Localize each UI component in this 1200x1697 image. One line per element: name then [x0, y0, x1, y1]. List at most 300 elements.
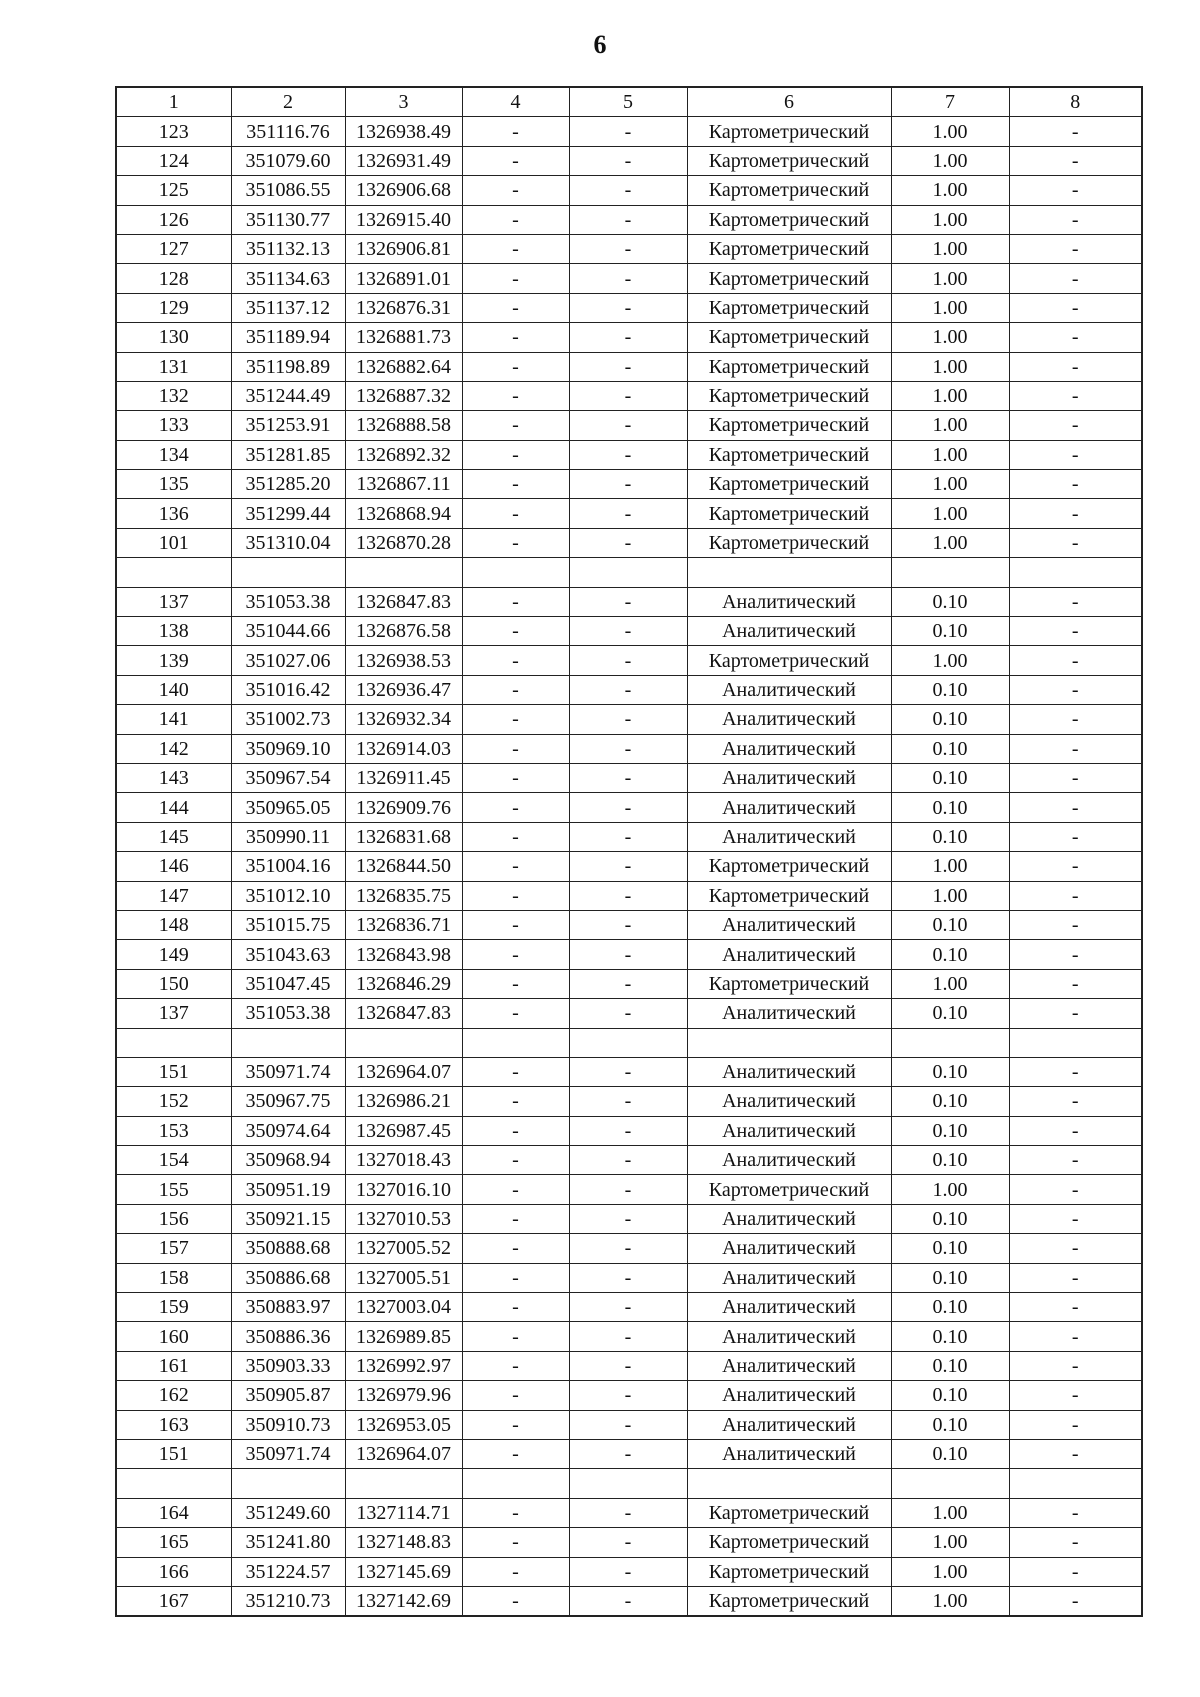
col-4-cell	[462, 1469, 569, 1498]
table-row	[116, 1057, 1142, 1086]
method-cell: Картометрический	[687, 381, 891, 410]
y-coordinate-cell	[345, 1469, 462, 1498]
col-4-cell: -	[462, 646, 569, 675]
x-coordinate-cell: 351224.57	[231, 1557, 345, 1586]
point-number-cell: 126	[116, 205, 231, 234]
col-8-cell: -	[1009, 675, 1142, 704]
point-number-cell: 139	[116, 646, 231, 675]
col-5-cell: -	[569, 1557, 687, 1586]
col-8-cell: -	[1009, 1322, 1142, 1351]
method-cell: Картометрический	[687, 117, 891, 146]
point-number-cell: 125	[116, 176, 231, 205]
table-row	[116, 1175, 1142, 1204]
col-8-cell	[1009, 1469, 1142, 1498]
accuracy-cell: 1.00	[891, 411, 1009, 440]
col-5-cell: -	[569, 205, 687, 234]
accuracy-cell: 0.10	[891, 1381, 1009, 1410]
x-coordinate-cell: 351281.85	[231, 440, 345, 469]
method-cell: Аналитический	[687, 1234, 891, 1263]
x-coordinate-cell: 351053.38	[231, 587, 345, 616]
table-row	[116, 646, 1142, 675]
table-row	[116, 146, 1142, 175]
col-5-cell: -	[569, 1439, 687, 1468]
y-coordinate-cell: 1326876.31	[345, 293, 462, 322]
method-cell: Картометрический	[687, 852, 891, 881]
x-coordinate-cell	[231, 1028, 345, 1057]
table-row	[116, 381, 1142, 410]
table-row	[116, 881, 1142, 910]
col-5-cell: -	[569, 264, 687, 293]
method-cell: Картометрический	[687, 1557, 891, 1586]
x-coordinate-cell: 351004.16	[231, 852, 345, 881]
method-cell	[687, 1028, 891, 1057]
point-number-cell: 151	[116, 1057, 231, 1086]
y-coordinate-cell: 1326909.76	[345, 793, 462, 822]
col-8-cell: -	[1009, 1087, 1142, 1116]
accuracy-cell: 0.10	[891, 1087, 1009, 1116]
point-number-cell: 167	[116, 1586, 231, 1616]
method-cell: Картометрический	[687, 1175, 891, 1204]
y-coordinate-cell: 1326836.71	[345, 910, 462, 939]
accuracy-cell: 0.10	[891, 617, 1009, 646]
col-4-cell: -	[462, 1439, 569, 1468]
accuracy-cell: 1.00	[891, 1557, 1009, 1586]
x-coordinate-cell: 351012.10	[231, 881, 345, 910]
col-4-cell: -	[462, 1175, 569, 1204]
col-4-cell: -	[462, 969, 569, 998]
col-4-cell: -	[462, 675, 569, 704]
method-cell: Аналитический	[687, 734, 891, 763]
method-cell: Аналитический	[687, 1146, 891, 1175]
point-number-cell: 148	[116, 910, 231, 939]
x-coordinate-cell: 351079.60	[231, 146, 345, 175]
col-8-cell: -	[1009, 176, 1142, 205]
col-8-cell: -	[1009, 234, 1142, 263]
method-cell: Картометрический	[687, 352, 891, 381]
method-cell: Аналитический	[687, 705, 891, 734]
col-4-cell: -	[462, 1381, 569, 1410]
col-4-cell: -	[462, 381, 569, 410]
col-5-cell: -	[569, 617, 687, 646]
col-4-cell: -	[462, 323, 569, 352]
col-8-cell: -	[1009, 528, 1142, 557]
point-number-cell: 161	[116, 1351, 231, 1380]
accuracy-cell: 1.00	[891, 352, 1009, 381]
col-8-cell: -	[1009, 1381, 1142, 1410]
x-coordinate-cell: 351285.20	[231, 470, 345, 499]
method-cell: Аналитический	[687, 1439, 891, 1468]
accuracy-cell: 1.00	[891, 1175, 1009, 1204]
page-number: 6	[593, 30, 607, 59]
col-8-cell: -	[1009, 1116, 1142, 1145]
col-8-cell: -	[1009, 146, 1142, 175]
accuracy-cell: 1.00	[891, 646, 1009, 675]
accuracy-cell	[891, 558, 1009, 587]
col-8-cell: -	[1009, 1263, 1142, 1292]
table-row	[116, 411, 1142, 440]
col-4-cell: -	[462, 146, 569, 175]
y-coordinate-cell	[345, 558, 462, 587]
accuracy-cell: 1.00	[891, 1586, 1009, 1616]
table-row	[116, 205, 1142, 234]
y-coordinate-cell: 1326847.83	[345, 999, 462, 1028]
col-8-cell: -	[1009, 293, 1142, 322]
col-4-cell: -	[462, 763, 569, 792]
method-cell: Аналитический	[687, 822, 891, 851]
y-coordinate-cell: 1326964.07	[345, 1057, 462, 1086]
y-coordinate-cell: 1326989.85	[345, 1322, 462, 1351]
x-coordinate-cell: 350910.73	[231, 1410, 345, 1439]
x-coordinate-cell: 351116.76	[231, 117, 345, 146]
col-8-cell: -	[1009, 705, 1142, 734]
table-row	[116, 763, 1142, 792]
col-5-cell: -	[569, 323, 687, 352]
col-5-cell: -	[569, 1204, 687, 1233]
col-5-cell: -	[569, 793, 687, 822]
col-5-cell: -	[569, 234, 687, 263]
y-coordinate-cell: 1327003.04	[345, 1293, 462, 1322]
x-coordinate-cell: 351299.44	[231, 499, 345, 528]
method-cell: Картометрический	[687, 881, 891, 910]
col-5-cell: -	[569, 852, 687, 881]
table-row	[116, 617, 1142, 646]
point-number-cell: 157	[116, 1234, 231, 1263]
point-number-cell: 155	[116, 1175, 231, 1204]
point-number-cell: 165	[116, 1528, 231, 1557]
x-coordinate-cell: 351027.06	[231, 646, 345, 675]
x-coordinate-cell: 351244.49	[231, 381, 345, 410]
point-number-cell: 127	[116, 234, 231, 263]
accuracy-cell: 0.10	[891, 1263, 1009, 1292]
col-5-cell: -	[569, 1057, 687, 1086]
y-coordinate-cell: 1327114.71	[345, 1498, 462, 1527]
y-coordinate-cell: 1326986.21	[345, 1087, 462, 1116]
method-cell: Аналитический	[687, 1410, 891, 1439]
accuracy-cell	[891, 1469, 1009, 1498]
col-4-cell: -	[462, 528, 569, 557]
col-4-cell: -	[462, 940, 569, 969]
accuracy-cell: 1.00	[891, 293, 1009, 322]
table-row	[116, 1586, 1142, 1616]
x-coordinate-cell: 351015.75	[231, 910, 345, 939]
col-5-cell: -	[569, 587, 687, 616]
accuracy-cell: 0.10	[891, 793, 1009, 822]
col-8-cell: -	[1009, 411, 1142, 440]
y-coordinate-cell: 1327005.51	[345, 1263, 462, 1292]
table-row	[116, 117, 1142, 146]
y-coordinate-cell: 1327010.53	[345, 1204, 462, 1233]
point-number-cell: 134	[116, 440, 231, 469]
table-row	[116, 323, 1142, 352]
point-number-cell	[116, 1469, 231, 1498]
col-4-cell: -	[462, 234, 569, 263]
col-8-cell: -	[1009, 117, 1142, 146]
accuracy-cell: 0.10	[891, 1439, 1009, 1468]
point-number-cell: 138	[116, 617, 231, 646]
col-5-cell: -	[569, 1146, 687, 1175]
table-row	[116, 528, 1142, 557]
x-coordinate-cell: 350969.10	[231, 734, 345, 763]
col-5-cell: -	[569, 1234, 687, 1263]
accuracy-cell: 0.10	[891, 763, 1009, 792]
table-row	[116, 1087, 1142, 1116]
separator-row	[116, 558, 1142, 587]
y-coordinate-cell: 1326979.96	[345, 1381, 462, 1410]
column-header: 3	[345, 87, 462, 117]
y-coordinate-cell: 1326843.98	[345, 940, 462, 969]
separator-row	[116, 1469, 1142, 1498]
col-8-cell: -	[1009, 1439, 1142, 1468]
y-coordinate-cell: 1326847.83	[345, 587, 462, 616]
col-4-cell: -	[462, 1528, 569, 1557]
method-cell: Картометрический	[687, 470, 891, 499]
y-coordinate-cell: 1327145.69	[345, 1557, 462, 1586]
col-4-cell: -	[462, 1263, 569, 1292]
x-coordinate-cell: 350971.74	[231, 1439, 345, 1468]
x-coordinate-cell: 351053.38	[231, 999, 345, 1028]
y-coordinate-cell: 1326911.45	[345, 763, 462, 792]
y-coordinate-cell: 1327148.83	[345, 1528, 462, 1557]
point-number-cell: 137	[116, 999, 231, 1028]
col-4-cell: -	[462, 1116, 569, 1145]
col-8-cell: -	[1009, 1234, 1142, 1263]
col-8-cell	[1009, 558, 1142, 587]
col-4-cell: -	[462, 1234, 569, 1263]
table-row	[116, 176, 1142, 205]
col-4-cell: -	[462, 1586, 569, 1616]
accuracy-cell: 1.00	[891, 470, 1009, 499]
x-coordinate-cell: 351134.63	[231, 264, 345, 293]
accuracy-cell: 0.10	[891, 675, 1009, 704]
method-cell: Аналитический	[687, 1057, 891, 1086]
x-coordinate-cell: 350886.36	[231, 1322, 345, 1351]
accuracy-cell: 0.10	[891, 734, 1009, 763]
col-8-cell	[1009, 1028, 1142, 1057]
col-8-cell: -	[1009, 352, 1142, 381]
method-cell: Картометрический	[687, 440, 891, 469]
y-coordinate-cell: 1326891.01	[345, 264, 462, 293]
col-8-cell: -	[1009, 1175, 1142, 1204]
x-coordinate-cell: 351241.80	[231, 1528, 345, 1557]
col-8-cell: -	[1009, 1528, 1142, 1557]
col-5-cell: -	[569, 1498, 687, 1527]
x-coordinate-cell: 351043.63	[231, 940, 345, 969]
method-cell: Картометрический	[687, 1586, 891, 1616]
col-8-cell: -	[1009, 1293, 1142, 1322]
col-4-cell: -	[462, 734, 569, 763]
point-number-cell: 158	[116, 1263, 231, 1292]
table-body	[116, 117, 1142, 1616]
accuracy-cell: 0.10	[891, 910, 1009, 939]
point-number-cell: 147	[116, 881, 231, 910]
col-4-cell: -	[462, 1146, 569, 1175]
col-5-cell: -	[569, 969, 687, 998]
accuracy-cell: 1.00	[891, 528, 1009, 557]
col-5-cell: -	[569, 117, 687, 146]
col-8-cell: -	[1009, 822, 1142, 851]
method-cell: Картометрический	[687, 234, 891, 263]
y-coordinate-cell: 1326992.97	[345, 1351, 462, 1380]
col-8-cell: -	[1009, 881, 1142, 910]
table-row	[116, 999, 1142, 1028]
method-cell: Аналитический	[687, 793, 891, 822]
x-coordinate-cell: 351198.89	[231, 352, 345, 381]
point-number-cell: 132	[116, 381, 231, 410]
point-number-cell: 131	[116, 352, 231, 381]
method-cell: Аналитический	[687, 1322, 891, 1351]
y-coordinate-cell: 1326867.11	[345, 470, 462, 499]
col-5-cell: -	[569, 1087, 687, 1116]
y-coordinate-cell: 1326868.94	[345, 499, 462, 528]
point-number-cell: 164	[116, 1498, 231, 1527]
point-number-cell: 152	[116, 1087, 231, 1116]
point-number-cell: 159	[116, 1293, 231, 1322]
col-5-cell: -	[569, 352, 687, 381]
x-coordinate-cell: 350951.19	[231, 1175, 345, 1204]
col-8-cell: -	[1009, 852, 1142, 881]
coordinates-table	[115, 86, 1143, 1617]
accuracy-cell: 0.10	[891, 1146, 1009, 1175]
col-8-cell: -	[1009, 1204, 1142, 1233]
col-5-cell	[569, 1469, 687, 1498]
method-cell: Аналитический	[687, 617, 891, 646]
accuracy-cell	[891, 1028, 1009, 1057]
accuracy-cell: 0.10	[891, 940, 1009, 969]
point-number-cell: 145	[116, 822, 231, 851]
x-coordinate-cell: 350883.97	[231, 1293, 345, 1322]
y-coordinate-cell: 1326938.53	[345, 646, 462, 675]
col-8-cell: -	[1009, 264, 1142, 293]
method-cell: Аналитический	[687, 910, 891, 939]
col-4-cell: -	[462, 852, 569, 881]
method-cell: Картометрический	[687, 411, 891, 440]
table-row	[116, 1293, 1142, 1322]
table-row	[116, 1322, 1142, 1351]
point-number-cell: 123	[116, 117, 231, 146]
table-row	[116, 234, 1142, 263]
col-4-cell: -	[462, 1351, 569, 1380]
col-5-cell: -	[569, 381, 687, 410]
point-number-cell: 128	[116, 264, 231, 293]
col-8-cell: -	[1009, 381, 1142, 410]
accuracy-cell: 1.00	[891, 117, 1009, 146]
col-5-cell: -	[569, 881, 687, 910]
accuracy-cell: 1.00	[891, 499, 1009, 528]
col-8-cell: -	[1009, 440, 1142, 469]
col-5-cell: -	[569, 528, 687, 557]
y-coordinate-cell: 1326882.64	[345, 352, 462, 381]
y-coordinate-cell: 1326936.47	[345, 675, 462, 704]
col-4-cell: -	[462, 881, 569, 910]
col-5-cell: -	[569, 734, 687, 763]
col-5-cell: -	[569, 411, 687, 440]
point-number-cell: 144	[116, 793, 231, 822]
y-coordinate-cell: 1326964.07	[345, 1439, 462, 1468]
method-cell: Картометрический	[687, 1528, 891, 1557]
accuracy-cell: 1.00	[891, 969, 1009, 998]
x-coordinate-cell: 351189.94	[231, 323, 345, 352]
accuracy-cell: 1.00	[891, 234, 1009, 263]
col-4-cell: -	[462, 705, 569, 734]
col-4-cell: -	[462, 1557, 569, 1586]
table-row	[116, 293, 1142, 322]
col-8-cell: -	[1009, 999, 1142, 1028]
x-coordinate-cell: 350905.87	[231, 1381, 345, 1410]
x-coordinate-cell: 351137.12	[231, 293, 345, 322]
col-5-cell	[569, 1028, 687, 1057]
method-cell: Картометрический	[687, 264, 891, 293]
col-5-cell	[569, 558, 687, 587]
col-8-cell: -	[1009, 763, 1142, 792]
col-8-cell: -	[1009, 910, 1142, 939]
col-4-cell: -	[462, 1087, 569, 1116]
col-5-cell: -	[569, 1116, 687, 1145]
table-row	[116, 440, 1142, 469]
method-cell	[687, 1469, 891, 1498]
table-row	[116, 1234, 1142, 1263]
point-number-cell: 149	[116, 940, 231, 969]
col-4-cell: -	[462, 793, 569, 822]
point-number-cell: 137	[116, 587, 231, 616]
point-number-cell: 101	[116, 528, 231, 557]
column-header: 8	[1009, 87, 1142, 117]
col-4-cell: -	[462, 1057, 569, 1086]
col-8-cell: -	[1009, 470, 1142, 499]
col-8-cell: -	[1009, 1410, 1142, 1439]
accuracy-cell: 1.00	[891, 881, 1009, 910]
method-cell: Картометрический	[687, 293, 891, 322]
x-coordinate-cell	[231, 1469, 345, 1498]
table-row	[116, 822, 1142, 851]
x-coordinate-cell: 350888.68	[231, 1234, 345, 1263]
accuracy-cell: 0.10	[891, 1234, 1009, 1263]
y-coordinate-cell: 1326876.58	[345, 617, 462, 646]
col-5-cell: -	[569, 705, 687, 734]
table-row	[116, 852, 1142, 881]
point-number-cell: 136	[116, 499, 231, 528]
method-cell: Аналитический	[687, 763, 891, 792]
table-row	[116, 1557, 1142, 1586]
x-coordinate-cell: 350971.74	[231, 1057, 345, 1086]
col-4-cell: -	[462, 999, 569, 1028]
y-coordinate-cell: 1326835.75	[345, 881, 462, 910]
y-coordinate-cell: 1326881.73	[345, 323, 462, 352]
col-8-cell: -	[1009, 587, 1142, 616]
x-coordinate-cell: 351210.73	[231, 1586, 345, 1616]
accuracy-cell: 0.10	[891, 1116, 1009, 1145]
col-4-cell: -	[462, 176, 569, 205]
method-cell: Аналитический	[687, 1351, 891, 1380]
accuracy-cell: 0.10	[891, 1351, 1009, 1380]
col-5-cell: -	[569, 763, 687, 792]
table-row	[116, 352, 1142, 381]
col-4-cell: -	[462, 264, 569, 293]
y-coordinate-cell: 1326931.49	[345, 146, 462, 175]
table-row	[116, 940, 1142, 969]
col-5-cell: -	[569, 470, 687, 499]
x-coordinate-cell: 350965.05	[231, 793, 345, 822]
table-row	[116, 969, 1142, 998]
col-5-cell: -	[569, 1293, 687, 1322]
accuracy-cell: 1.00	[891, 852, 1009, 881]
y-coordinate-cell: 1327016.10	[345, 1175, 462, 1204]
table-row	[116, 1410, 1142, 1439]
y-coordinate-cell: 1327018.43	[345, 1146, 462, 1175]
col-5-cell: -	[569, 146, 687, 175]
x-coordinate-cell: 350886.68	[231, 1263, 345, 1292]
y-coordinate-cell: 1326953.05	[345, 1410, 462, 1439]
method-cell: Аналитический	[687, 1087, 891, 1116]
